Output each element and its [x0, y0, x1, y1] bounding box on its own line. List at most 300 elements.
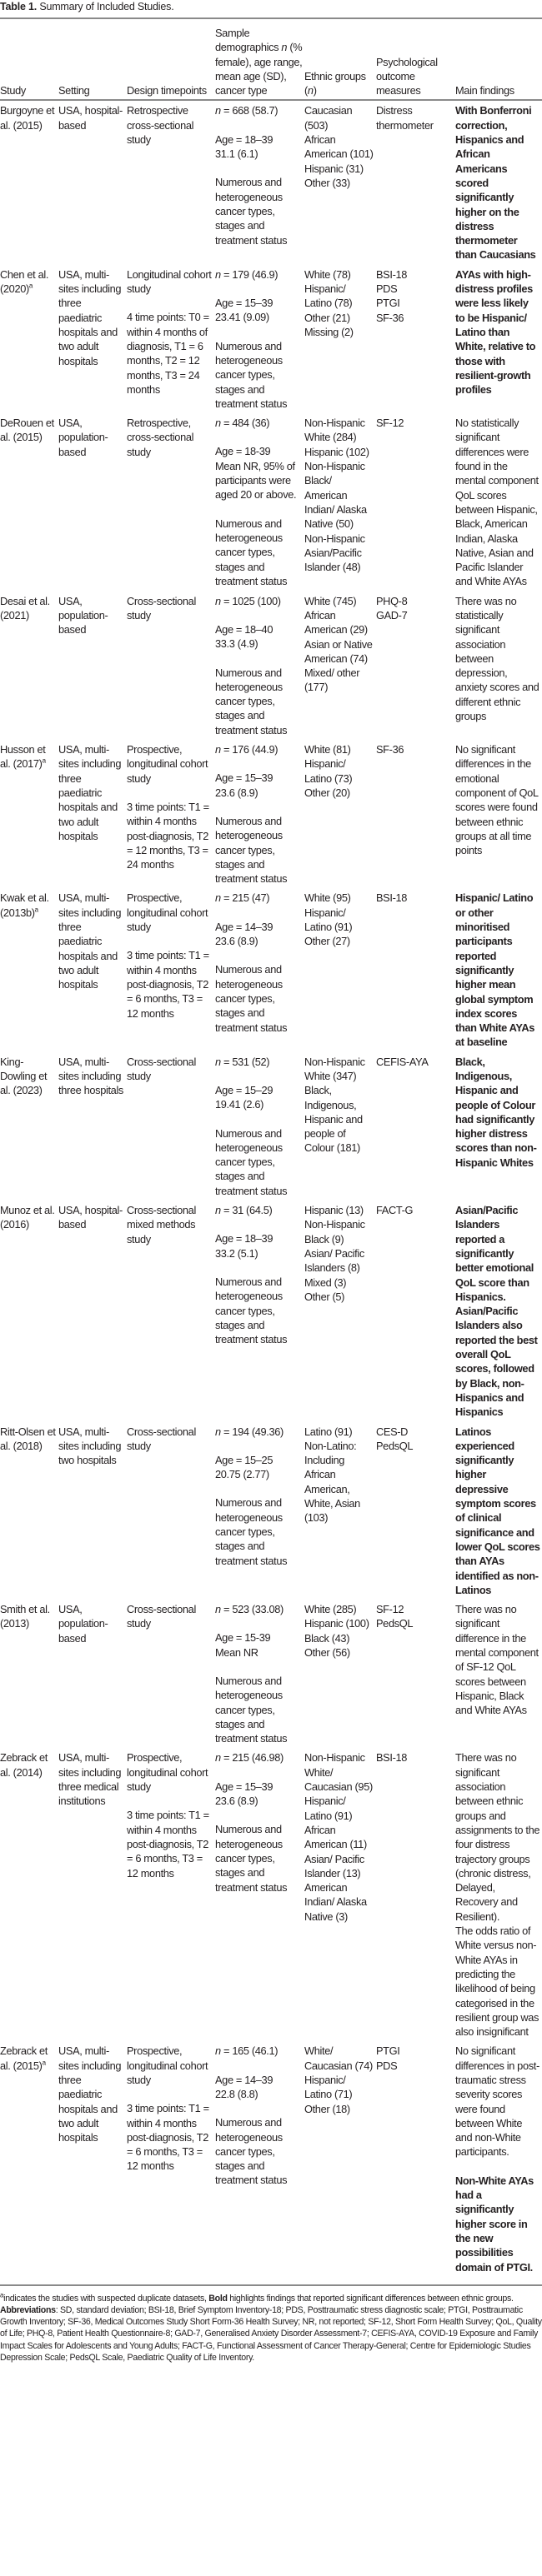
sample-n-label: n — [215, 1751, 221, 1765]
setting-cell — [58, 100, 127, 264]
ethnic-group: Mixed/ other (177) — [304, 666, 360, 694]
setting-cell — [58, 592, 127, 740]
outcome-measure: BSI-18 — [376, 1751, 408, 1765]
setting-text: USA, multi-sites including two hospitals — [58, 1425, 122, 1467]
sample-cancer-type: Numerous and heterogeneous cancer types, stages and treatment status — [215, 1823, 288, 1894]
outcome-measure: PHQ-8 — [376, 594, 408, 607]
sample-n-label: n — [215, 1603, 221, 1616]
sample-size — [215, 742, 303, 756]
design-cell — [127, 1201, 215, 1421]
header-sample-pre: Sample demographics — [215, 27, 282, 54]
footnote-note-post: highlights findings that reported significant differences between ethnic groups. — [227, 2293, 514, 2304]
sample-cancer-type: Numerous and heterogeneous cancer types, stages and treatment status — [215, 963, 288, 1034]
study-name: Munoz et al. (2016) — [0, 1204, 55, 1231]
ethnic-group: Black, Indigenous, Hispanic and people of Colour (181) — [304, 1084, 363, 1155]
sample-size — [215, 594, 303, 608]
sample-cell — [215, 740, 304, 888]
sample-cancer-type: Numerous and heterogeneous cancer types, stages and treatment status — [215, 176, 288, 247]
sample-n-label: n — [215, 417, 221, 430]
ethnic-group: Missing (2) — [304, 325, 354, 338]
sample-n-label: n — [215, 891, 221, 905]
design-text: Retrospective cross-sectional study — [127, 104, 194, 147]
sample-size — [215, 891, 303, 905]
sample-age: Age = 15-39 Mean NR — [215, 1631, 271, 1659]
ethnic-groups-cell — [304, 888, 376, 1051]
setting-text: USA, population-based — [58, 1603, 108, 1645]
ethnic-group: White (81) — [304, 743, 351, 756]
design-cell — [127, 1052, 215, 1201]
sample-n-label: n — [215, 104, 221, 117]
ethnic-group: Other (5) — [304, 1290, 345, 1303]
ethnic-group: White (78) — [304, 267, 351, 281]
outcome-measure: PDS — [376, 2059, 398, 2072]
header-ethnic — [304, 18, 376, 100]
study-cell — [0, 1422, 58, 1600]
table-row — [0, 888, 542, 1051]
caption-label: Table 1. — [0, 1, 38, 12]
sample-n-value: = 1025 (100) — [220, 594, 281, 607]
outcome-measure: PDS — [376, 282, 398, 296]
outcome-measure: PTGI — [376, 2044, 400, 2058]
sample-cell — [215, 1422, 304, 1600]
sample-age: Age = 14–39 22.8 (8.8) — [215, 2073, 274, 2100]
outcome-measure: CEFIS-AYA — [376, 1055, 429, 1068]
setting-cell — [58, 2041, 127, 2284]
findings-cell — [455, 2041, 542, 2284]
design-text: 4 time points: T0 = within 4 months of diagnosis, T1 = 6 months, T2 = 12 months, T3 = 24 months — [127, 311, 209, 396]
ethnic-group: Non-Hispanic Black (9) — [304, 1218, 365, 1246]
sample-cancer-type: Numerous and heterogeneous cancer types, stages and treatment status — [215, 1275, 288, 1346]
header-sample — [215, 18, 304, 100]
outcome-measure: SF-36 — [376, 743, 404, 756]
ethnic-group: Caucasian (503) — [304, 104, 353, 132]
study-name: Burgoyne et al. (2015) — [0, 104, 55, 132]
design-text: Longitudinal cohort study — [127, 267, 212, 296]
header-row — [0, 18, 542, 100]
outcome-measure: SF-36 — [376, 311, 404, 324]
duplicate-dataset-marker: a — [42, 2059, 46, 2067]
ethnic-group: Hispanic/ Latino (73) — [304, 757, 353, 785]
study-cell — [0, 100, 58, 264]
design-text: Retrospective, cross-sectional study — [127, 417, 194, 458]
table-row — [0, 2041, 542, 2284]
ethnic-group: Other (21) — [304, 311, 350, 324]
design-text: 3 time points: T1 = within 4 months post-diagnosis, T2 = 6 months, T3 = 12 months — [127, 949, 209, 1020]
measures-cell — [376, 413, 455, 592]
study-cell — [0, 1600, 58, 1748]
design-cell — [127, 2041, 215, 2284]
design-cell — [127, 888, 215, 1051]
findings-cell — [455, 1748, 542, 2041]
study-name: DeRouen et al. (2015) — [0, 417, 54, 444]
sample-n-label: n — [215, 743, 221, 756]
header-ethnic-post: ) — [313, 84, 317, 97]
design-text: Cross-sectional study — [127, 594, 196, 622]
ethnic-group: Non-Hispanic White/ Caucasian (95) — [304, 1751, 373, 1794]
duplicate-dataset-marker: a — [28, 282, 33, 290]
measures-cell — [376, 100, 455, 264]
sample-n-value: = 215 (46.98) — [220, 1751, 284, 1765]
study-cell — [0, 888, 58, 1051]
setting-cell — [58, 1748, 127, 2041]
design-text: Prospective, longitudinal cohort study — [127, 891, 208, 934]
study-name: Ritt-Olsen et al. (2018) — [0, 1425, 56, 1452]
table-row — [0, 1600, 542, 1748]
findings-cell — [455, 1052, 542, 1201]
sample-n-label: n — [215, 1055, 221, 1068]
ethnic-group: Non-Hispanic White (284) — [304, 417, 365, 444]
header-design: Design timepoints — [127, 84, 207, 97]
sample-n-label: n — [215, 1425, 221, 1438]
finding-text: With Bonferroni correction, Hispanics and African Americans scored significantly higher on the distress thermometer than Caucasians — [455, 104, 536, 262]
setting-cell — [58, 888, 127, 1051]
sample-cancer-type: Numerous and heterogeneous cancer types, stages and treatment status — [215, 2116, 288, 2187]
ethnic-groups-cell — [304, 100, 376, 264]
finding-text: AYAs with high-distress profiles were less likely to be Hispanic/ Latino than White, relative to those with resilient-growth profiles — [455, 267, 536, 397]
sample-cancer-type: Numerous and heterogeneous cancer types, stages and treatment status — [215, 517, 288, 587]
table-caption — [0, 0, 542, 17]
design-cell — [127, 740, 215, 888]
sample-age: Age = 15–25 20.75 (2.77) — [215, 1453, 274, 1481]
sample-n-label: n — [215, 267, 221, 281]
findings-cell — [455, 265, 542, 413]
ethnic-group: Other (18) — [304, 2102, 350, 2115]
sample-age: Age = 18-39 Mean NR, 95% of participants were aged 20 or above. — [215, 445, 297, 502]
ethnic-group: American Indian/ Alaska Native (3) — [304, 1881, 367, 1923]
finding-text: Asian/Pacific Islanders reported a significantly better emotional QoL score than Hispanics. Asian/Pacific Islanders also reported the best overall QoL scores, followed by Black, non-Hispanics and Hispanics — [455, 1204, 538, 1419]
sample-size — [215, 1203, 303, 1217]
setting-cell — [58, 740, 127, 888]
sample-size — [215, 1750, 303, 1765]
ethnic-group: African American (11) — [304, 1823, 367, 1851]
findings-cell — [455, 740, 542, 888]
setting-cell — [58, 1201, 127, 1421]
measures-cell — [376, 2041, 455, 2284]
header-study: Study — [0, 84, 26, 97]
table-row — [0, 740, 542, 888]
ethnic-group: African American (29) — [304, 608, 368, 637]
header-sample-n: n — [281, 41, 288, 54]
ethnic-group: Hispanic (102) — [304, 445, 369, 458]
footnote-note-pre: indicates the studies with suspected duplicate datasets, — [3, 2293, 209, 2304]
abbreviations-text: : SD, standard deviation; BSI-18, Brief Symptom Inventory-18; PDS, Posttraumatic stress diagnostic scale; PTGI, Posttraumatic Growth Inventory; SF-36, Medical Outcomes Study Short Form-36 Health Survey; NR, not reported; SF-12, Short Form Health Survey; QoL, Quality of Life; PHQ-8, Patient Health Questionnaire-8; GAD-7, Generalised Anxiety Disorder Assessment-7; CEFIS-AYA, COVID-19 Exposure and Family Impact Scales for Adolescents and Young Adults; FACT-G, Functional Assessment of Cancer Therapy-General; Centre for Epidemiologic Studies Depression Scale; PedsQL Scale, Paediatric Quality of Life Inventory. — [0, 2305, 542, 2363]
design-cell — [127, 413, 215, 592]
study-cell — [0, 2041, 58, 2284]
measures-cell — [376, 1600, 455, 1748]
design-text: 3 time points: T1 = within 4 months post-diagnosis, T2 = 6 months, T3 = 12 months — [127, 1809, 209, 1880]
design-text: Prospective, longitudinal cohort study — [127, 743, 208, 785]
ethnic-group: Other (33) — [304, 176, 350, 189]
table-row — [0, 592, 542, 740]
ethnic-group: White (745) — [304, 594, 357, 607]
ethnic-groups-cell — [304, 740, 376, 888]
outcome-measure: CES-D — [376, 1425, 409, 1438]
design-cell — [127, 265, 215, 413]
ethnic-group: White/ Caucasian (74) — [304, 2044, 373, 2072]
sample-age: Age = 18–40 33.3 (4.9) — [215, 622, 274, 651]
table-row — [0, 413, 542, 592]
study-cell — [0, 592, 58, 740]
outcome-measure: BSI-18 — [376, 267, 408, 281]
sample-size — [215, 267, 303, 282]
header-ethnic-pre: Ethnic groups ( — [304, 69, 366, 97]
outcome-measure: PTGI — [376, 297, 400, 310]
sample-n-value: = 484 (36) — [220, 417, 270, 430]
sample-size — [215, 416, 303, 430]
design-text: Prospective, longitudinal cohort study — [127, 1751, 208, 1794]
abbreviations-label: Abbreviations — [0, 2305, 56, 2316]
duplicate-dataset-marker: a — [42, 757, 46, 766]
sample-n-value: = 523 (33.08) — [220, 1603, 284, 1616]
table-row — [0, 100, 542, 264]
sample-age: Age = 18–39 33.2 (5.1) — [215, 1232, 274, 1260]
sample-size — [215, 103, 303, 117]
finding-text: No significant differences in post-traumatic stress severity scores were found between White and non-White participants. — [455, 2044, 539, 2159]
setting-text: USA, multi-sites including three paediatric hospitals and two adult hospitals — [58, 267, 122, 367]
table-row — [0, 1748, 542, 2041]
study-cell — [0, 265, 58, 413]
outcome-measure: BSI-18 — [376, 891, 408, 905]
setting-text: USA, population-based — [58, 417, 108, 458]
design-text: Cross-sectional study — [127, 1055, 196, 1082]
footnote-note-bold: Bold — [208, 2293, 228, 2304]
setting-text: USA, hospital-based — [58, 1204, 123, 1231]
finding-text: Latinos experienced significantly higher depressive symptom scores of clinical significance and lower QoL scores than AYAs identified as non-Latinos — [455, 1425, 540, 1596]
sample-n-value: = 215 (47) — [220, 891, 270, 905]
ethnic-group: Hispanic/ Latino (78) — [304, 282, 353, 310]
sample-cell — [215, 1201, 304, 1421]
finding-text: No statistically significant differences were found in the mental component QoL scores between Hispanic, Black, American Indian, Alaska Native, Asian and Pacific Islander and White AYAs — [455, 417, 539, 588]
studies-table — [0, 17, 542, 2286]
ethnic-group: African American (101) — [304, 133, 374, 161]
outcome-measure: SF-12 — [376, 1603, 404, 1616]
design-text: Cross-sectional study — [127, 1603, 196, 1630]
study-name: Husson et al. (2017) — [0, 743, 46, 771]
study-cell — [0, 413, 58, 592]
ethnic-groups-cell — [304, 265, 376, 413]
sample-n-value: = 194 (49.36) — [220, 1425, 284, 1438]
ethnic-group: Other (20) — [304, 786, 350, 799]
sample-size — [215, 2044, 303, 2058]
sample-cell — [215, 413, 304, 592]
finding-text: There was no significant difference in the mental component of SF-12 QoL scores between Hispanic, Black and White AYAs — [455, 1603, 539, 1717]
table-row — [0, 1201, 542, 1421]
sample-n-value: = 531 (52) — [220, 1055, 270, 1068]
table-row — [0, 265, 542, 413]
sample-n-value: = 179 (46.9) — [220, 267, 279, 281]
design-text: Cross-sectional mixed methods study — [127, 1204, 196, 1246]
sample-cancer-type: Numerous and heterogeneous cancer types, stages and treatment status — [215, 1674, 288, 1745]
sample-age: Age = 15–29 19.41 (2.6) — [215, 1084, 274, 1111]
study-cell — [0, 1052, 58, 1201]
duplicate-dataset-marker: a — [34, 906, 38, 914]
study-name: Zebrack et al. (2015) — [0, 2044, 48, 2072]
outcome-measure: GAD-7 — [376, 608, 408, 622]
findings-cell — [455, 888, 542, 1051]
ethnic-group: Non-Hispanic White (347) — [304, 1055, 365, 1082]
finding-text: Black, Indigenous, Hispanic and people of Colour had significantly higher distress scores than non-Hispanic Whites — [455, 1055, 537, 1169]
sample-cell — [215, 1052, 304, 1201]
footnote-note — [0, 2293, 542, 2304]
sample-n-value: = 31 (64.5) — [220, 1204, 273, 1217]
measures-cell — [376, 1052, 455, 1201]
finding-text: There was no significant association between ethnic groups and assignments to the four distress trajectory groups (chronic distress, Delayed, Recovery and Resilient). The odds ratio of White versus non-White AYAs in predicting the likelihood of being categorised in the resilient group was also insignificant — [455, 1751, 540, 2039]
design-cell — [127, 1600, 215, 1748]
sample-n-label: n — [215, 1204, 221, 1217]
sample-cancer-type: Numerous and heterogeneous cancer types, stages and treatment status — [215, 339, 288, 410]
finding-text: No significant differences in the emotional component of QoL scores were found between ethnic groups at all time points — [455, 743, 539, 857]
ethnic-group: Hispanic/ Latino (91) — [304, 906, 353, 934]
outcome-measure: Distress thermometer — [376, 104, 434, 132]
setting-text: USA, multi-sites including three paediatric hospitals and two adult hospitals — [58, 743, 122, 842]
sample-cancer-type: Numerous and heterogeneous cancer types, stages and treatment status — [215, 814, 288, 886]
ethnic-group: Asian or Native American (74) — [304, 637, 373, 665]
measures-cell — [376, 592, 455, 740]
sample-cancer-type: Numerous and heterogeneous cancer types, stages and treatment status — [215, 666, 288, 736]
setting-text: USA, hospital-based — [58, 104, 123, 132]
setting-text: USA, multi-sites including three paediatric hospitals and two adult hospitals — [58, 2044, 122, 2144]
ethnic-group: Non-Hispanic Asian/Pacific Islander (48) — [304, 532, 365, 574]
sample-cancer-type: Numerous and heterogeneous cancer types, stages and treatment status — [215, 1126, 288, 1197]
sample-age: Age = 15–39 23.6 (8.9) — [215, 771, 274, 799]
sample-age: Age = 18–39 31.1 (6.1) — [215, 132, 274, 161]
table-body — [0, 100, 542, 2284]
ethnic-group: Non-Hispanic Black/ American Indian/ Alaska Native (50) — [304, 460, 367, 531]
study-name: Chen et al. (2020) — [0, 267, 49, 296]
design-cell — [127, 1422, 215, 1600]
measures-cell — [376, 740, 455, 888]
ethnic-group: Latino (91) — [304, 1425, 353, 1438]
ethnic-group: White (95) — [304, 891, 351, 905]
sample-cell — [215, 100, 304, 264]
study-cell — [0, 1201, 58, 1421]
measures-cell — [376, 888, 455, 1051]
ethnic-groups-cell — [304, 1201, 376, 1421]
findings-cell — [455, 1201, 542, 1421]
setting-text: USA, multi-sites including three medical institutions — [58, 1751, 122, 1808]
setting-text: USA, multi-sites including three hospitals — [58, 1055, 123, 1097]
findings-cell — [455, 592, 542, 740]
finding-text: There was no statistically significant association between depression, anxiety scores and different ethnic groups — [455, 594, 539, 723]
caption-title: Summary of Included Studies. — [39, 1, 174, 12]
ethnic-groups-cell — [304, 1600, 376, 1748]
findings-cell — [455, 100, 542, 264]
table-row — [0, 1422, 542, 1600]
setting-cell — [58, 1052, 127, 1201]
sample-n-label: n — [215, 594, 221, 607]
ethnic-group: Hispanic (31) — [304, 162, 364, 175]
ethnic-groups-cell — [304, 1052, 376, 1201]
design-cell — [127, 100, 215, 264]
design-text: Cross-sectional study — [127, 1425, 196, 1452]
sample-n-value: = 668 (58.7) — [220, 104, 279, 117]
ethnic-group: Other (56) — [304, 1645, 350, 1659]
design-text: 3 time points: T1 = within 4 months post-diagnosis, T2 = 6 months, T3 = 12 months — [127, 2102, 209, 2173]
study-cell — [0, 1748, 58, 2041]
sample-cell — [215, 592, 304, 740]
ethnic-group: Non-Latino: Including African American, White, Asian (103) — [304, 1439, 360, 1525]
setting-text: USA, multi-sites including three paediatric hospitals and two adult hospitals — [58, 891, 122, 991]
footnote-abbreviations — [0, 2304, 542, 2364]
setting-cell — [58, 413, 127, 592]
sample-cell — [215, 1748, 304, 2041]
setting-cell — [58, 1422, 127, 1600]
sample-cell — [215, 265, 304, 413]
header-measures: Psychological outcome measures — [376, 55, 438, 97]
sample-cancer-type: Numerous and heterogeneous cancer types, stages and treatment status — [215, 1496, 288, 1567]
sample-n-value: = 165 (46.1) — [220, 2044, 279, 2058]
header-sample-post: (% female), age range, mean age (SD), cancer type — [215, 41, 303, 97]
measures-cell — [376, 265, 455, 413]
sample-age: Age = 15–39 23.41 (9.09) — [215, 297, 274, 324]
ethnic-groups-cell — [304, 1748, 376, 2041]
setting-cell — [58, 265, 127, 413]
study-cell — [0, 740, 58, 888]
outcome-measure: FACT-G — [376, 1204, 414, 1217]
ethnic-group: Hispanic (100) — [304, 1617, 369, 1630]
ethnic-group: Mixed (3) — [304, 1276, 347, 1289]
ethnic-group: Hispanic (13) — [304, 1204, 364, 1217]
finding-text: Hispanic/ Latino or other minoritised participants reported significantly higher mean global symptom index scores than White AYAs at baseline — [455, 891, 535, 1049]
ethnic-group: Asian/ Pacific Islanders (8) — [304, 1246, 364, 1275]
design-cell — [127, 1748, 215, 2041]
table-row — [0, 1052, 542, 1201]
study-name: Smith et al. (2013) — [0, 1603, 50, 1630]
sample-n-value: = 176 (44.9) — [220, 743, 279, 756]
sample-cell — [215, 888, 304, 1051]
outcome-measure: PedsQL — [376, 1439, 414, 1452]
sample-age: Age = 15–39 23.6 (8.9) — [215, 1780, 274, 1808]
ethnic-groups-cell — [304, 2041, 376, 2284]
setting-text: USA, population-based — [58, 594, 108, 637]
ethnic-group: Other (27) — [304, 935, 350, 948]
sample-size — [215, 1055, 303, 1069]
design-text: Prospective, longitudinal cohort study — [127, 2044, 208, 2086]
study-name: Kwak et al. (2013b) — [0, 891, 49, 919]
sample-size — [215, 1602, 303, 1616]
findings-cell — [455, 1600, 542, 1748]
ethnic-group: White (285) — [304, 1603, 357, 1616]
footnote-sup: a — [0, 2291, 4, 2299]
measures-cell — [376, 1748, 455, 2041]
outcome-measure: PedsQL — [376, 1617, 414, 1630]
header-ethnic-n: n — [307, 84, 314, 97]
table-footnote — [0, 2286, 542, 2364]
measures-cell — [376, 1422, 455, 1600]
sample-age: Age = 14–39 23.6 (8.9) — [215, 920, 274, 948]
findings-cell — [455, 1422, 542, 1600]
sample-cell — [215, 2041, 304, 2284]
finding-text: Non-White AYAs had a significantly higher score in the new possibilities domain of PTGI. — [455, 2174, 534, 2274]
ethnic-group: Black (43) — [304, 1631, 350, 1645]
outcome-measure: SF-12 — [376, 417, 404, 430]
sample-cell — [215, 1600, 304, 1748]
sample-n-label: n — [215, 2044, 221, 2058]
ethnic-group: Hispanic/ Latino (71) — [304, 2074, 353, 2101]
ethnic-groups-cell — [304, 592, 376, 740]
ethnic-group: Hispanic/ Latino (91) — [304, 1795, 353, 1822]
study-name: King-Dowling et al. (2023) — [0, 1055, 48, 1097]
ethnic-groups-cell — [304, 1422, 376, 1600]
header-setting: Setting — [58, 84, 90, 97]
setting-cell — [58, 1600, 127, 1748]
sample-size — [215, 1425, 303, 1439]
ethnic-group: Asian/ Pacific Islander (13) — [304, 1852, 364, 1880]
design-cell — [127, 592, 215, 740]
study-name: Zebrack et al. (2014) — [0, 1751, 48, 1779]
design-text: 3 time points: T1 = within 4 months post-diagnosis, T2 = 12 months, T3 = 24 months — [127, 800, 209, 871]
findings-cell — [455, 413, 542, 592]
